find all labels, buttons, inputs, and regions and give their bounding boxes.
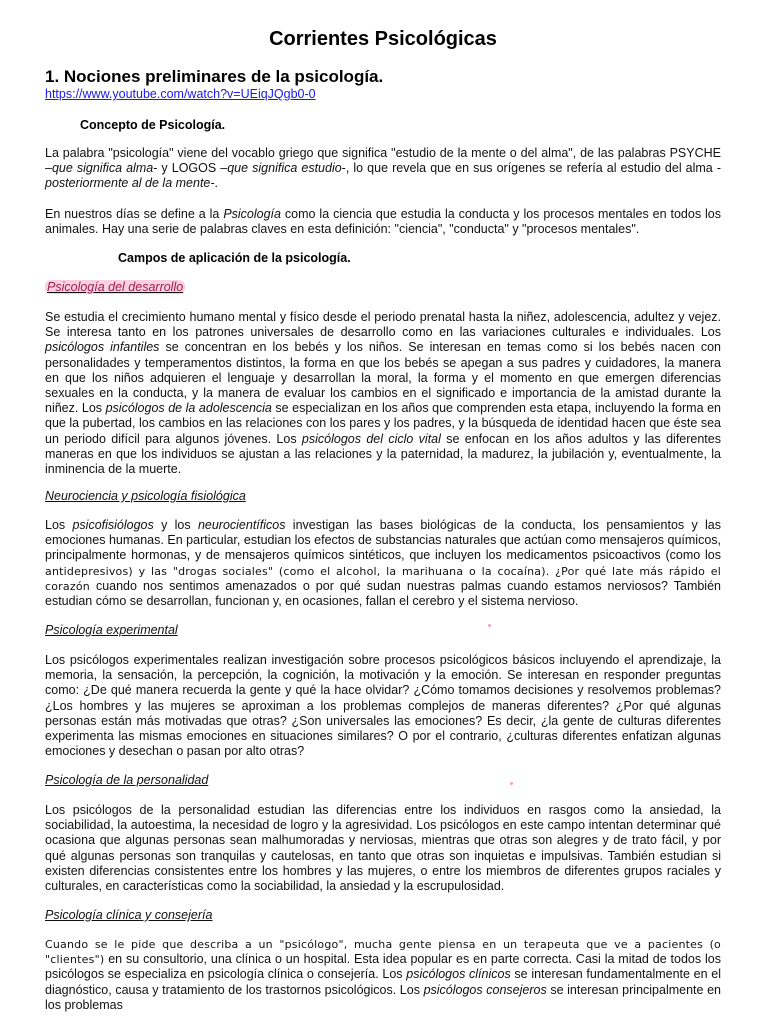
experimental-paragraph: Los psicólogos experimentales realizan investigación sobre procesos psicológicos básicos incluyendo el aprendizaje, la memoria, la sensación, la percepción, la cognición, la motivación y la emoción. Se interesan en responder preguntas como: ¿De qué manera recuerda la gente y qué la hace olvidar? ¿Cómo tomamos decisiones y resolvemos problemas? ¿Los hombres y las mujeres se aproximan a los problemas complejos de maneras diferentes? ¿Por qué algunas personas están más motivadas que otras? ¿Son universales las emociones? Es decir, ¿la gente de culturas diferentes experimenta las mismas emociones en situaciones similares? O por el contrario, ¿culturas diferentes enfatizan algunas emociones y desechan o pasan por alto otras?	[45, 653, 721, 759]
section-heading: 1. Nociones preliminares de la psicología.	[45, 67, 384, 86]
concepto-heading: Concepto de Psicología.	[80, 118, 226, 132]
youtube-link[interactable]: https://www.youtube.com/watch?v=UEiqJQgb0-0	[45, 87, 316, 101]
desarrollo-paragraph: Se estudia el crecimiento humano mental y físico desde el periodo prenatal hasta la niñez, adolescencia, adultez y vejez. Se interesa tanto en los patrones universales de desarrollo como en las variaciones culturales e individuales. Los psicólogos infantiles se concentran en los bebés y los niños. Se interesan en temas como si los bebés nacen con personalidades y temperamentos distintos, la forma en que los bebés se apegan a sus padres y cuidadores, la manera en que los niños adquieren el lenguaje y desarrollan la moral, la forma y el momento en que emergen diferencias sexuales en la conducta, y la manera de evaluar los cambios en el significado e importancia de la amistad durante la niñez. Los psicólogos de la adolescencia se especializan en los años que comprenden esta etapa, incluyendo la forma en que la pubertad, los cambios en las relaciones con los pares y los padres, y la búsqueda de identidad hacen que éste sea un periodo difícil para algunos jóvenes. Los psicólogos del ciclo vital se enfocan en los años adultos y las diferentes maneras en que los individuos se ajustan a las relaciones y la paternidad, la madurez, la jubilación y, eventualmente, la inminencia de la muerte.	[45, 310, 721, 477]
document-title: Corrientes Psicológicas	[269, 28, 497, 50]
concepto-paragraph-2: En nuestros días se define a la Psicología como la ciencia que estudia la conducta y los procesos mentales en todos los animales. Hay una serie de palabras claves en esta definición: "ciencia", "conducta" y "procesos mentales".	[45, 207, 721, 237]
campos-heading: Campos de aplicación de la psicología.	[118, 251, 351, 265]
desarrollo-title: Psicología del desarrollo	[47, 280, 184, 294]
neuro-paragraph: Los psicofisiólogos y los neurocientíficos investigan las bases biológicas de la conducta, los pensamientos y las emociones humanas. En particular, estudian los efectos de substancias naturales que actúan como mensajeros químicos, principalmente hormonas, y de mensajeros químicos sintéticos, que incluyen los medicamentos psicoactivos (como los antidepresivos) y las "drogas sociales" (como el alcohol, la marihuana o la cocaína). ¿Por qué late más rápido el corazón cuando nos sentimos amenazados o por qué sudan nuestras palmas cuando estamos nerviosos? También estudian cómo se desarrollan, funcionan y, en ocasiones, fallan el cerebro y el sistema nervioso.	[45, 518, 721, 609]
personalidad-title: Psicología de la personalidad	[45, 773, 209, 787]
clinica-paragraph: Cuando se le pide que describa a un "psicólogo", mucha gente piensa en un terapeuta que ve a pacientes (o "clientes") en su consultorio, una clínica o un hospital. Esta idea popular es en parte correcta. Casi la mitad de todos los psicólogos se especializa en psicología clínica o consejería. Los psicólogos clínicos se interesan fundamentalmente en el diagnóstico, causa y tratamiento de los trastornos psicológicos. Los psicólogos consejeros se interesan principalmente en los problemas	[45, 938, 721, 1012]
ink-speck	[510, 782, 513, 785]
ink-speck	[488, 624, 491, 627]
experimental-title: Psicología experimental	[45, 623, 178, 637]
neuro-title: Neurociencia y psicología fisiológica	[45, 489, 246, 503]
clinica-title: Psicología clínica y consejería	[45, 908, 213, 922]
concepto-paragraph-1: La palabra "psicología" viene del vocablo griego que significa "estudio de la mente o del alma", de las palabras PSYCHE –que significa alma- y LOGOS –que significa estudio-, lo que revela que en sus orígenes se refería al estudio del alma - posteriormente al de la mente-.	[45, 146, 721, 191]
personalidad-paragraph: Los psicólogos de la personalidad estudian las diferencias entre los individuos en rasgos como la ansiedad, la sociabilidad, la autoestima, la necesidad de logro y la agresividad. Los psicólogos en este campo intentan determinar qué ocasiona que algunas personas sean malhumoradas y nerviosas, mientras que otras son alegres y de trato fácil, y por qué algunas personas son tranquilas y cautelosas, en tanto que otras son inquietas e impulsivas. También estudian si existen diferencias consistentes entre los hombres y las mujeres, o entre los miembros de diferentes grupos raciales y culturales, en características como la sociabilidad, la ansiedad y la escrupulosidad.	[45, 803, 721, 894]
